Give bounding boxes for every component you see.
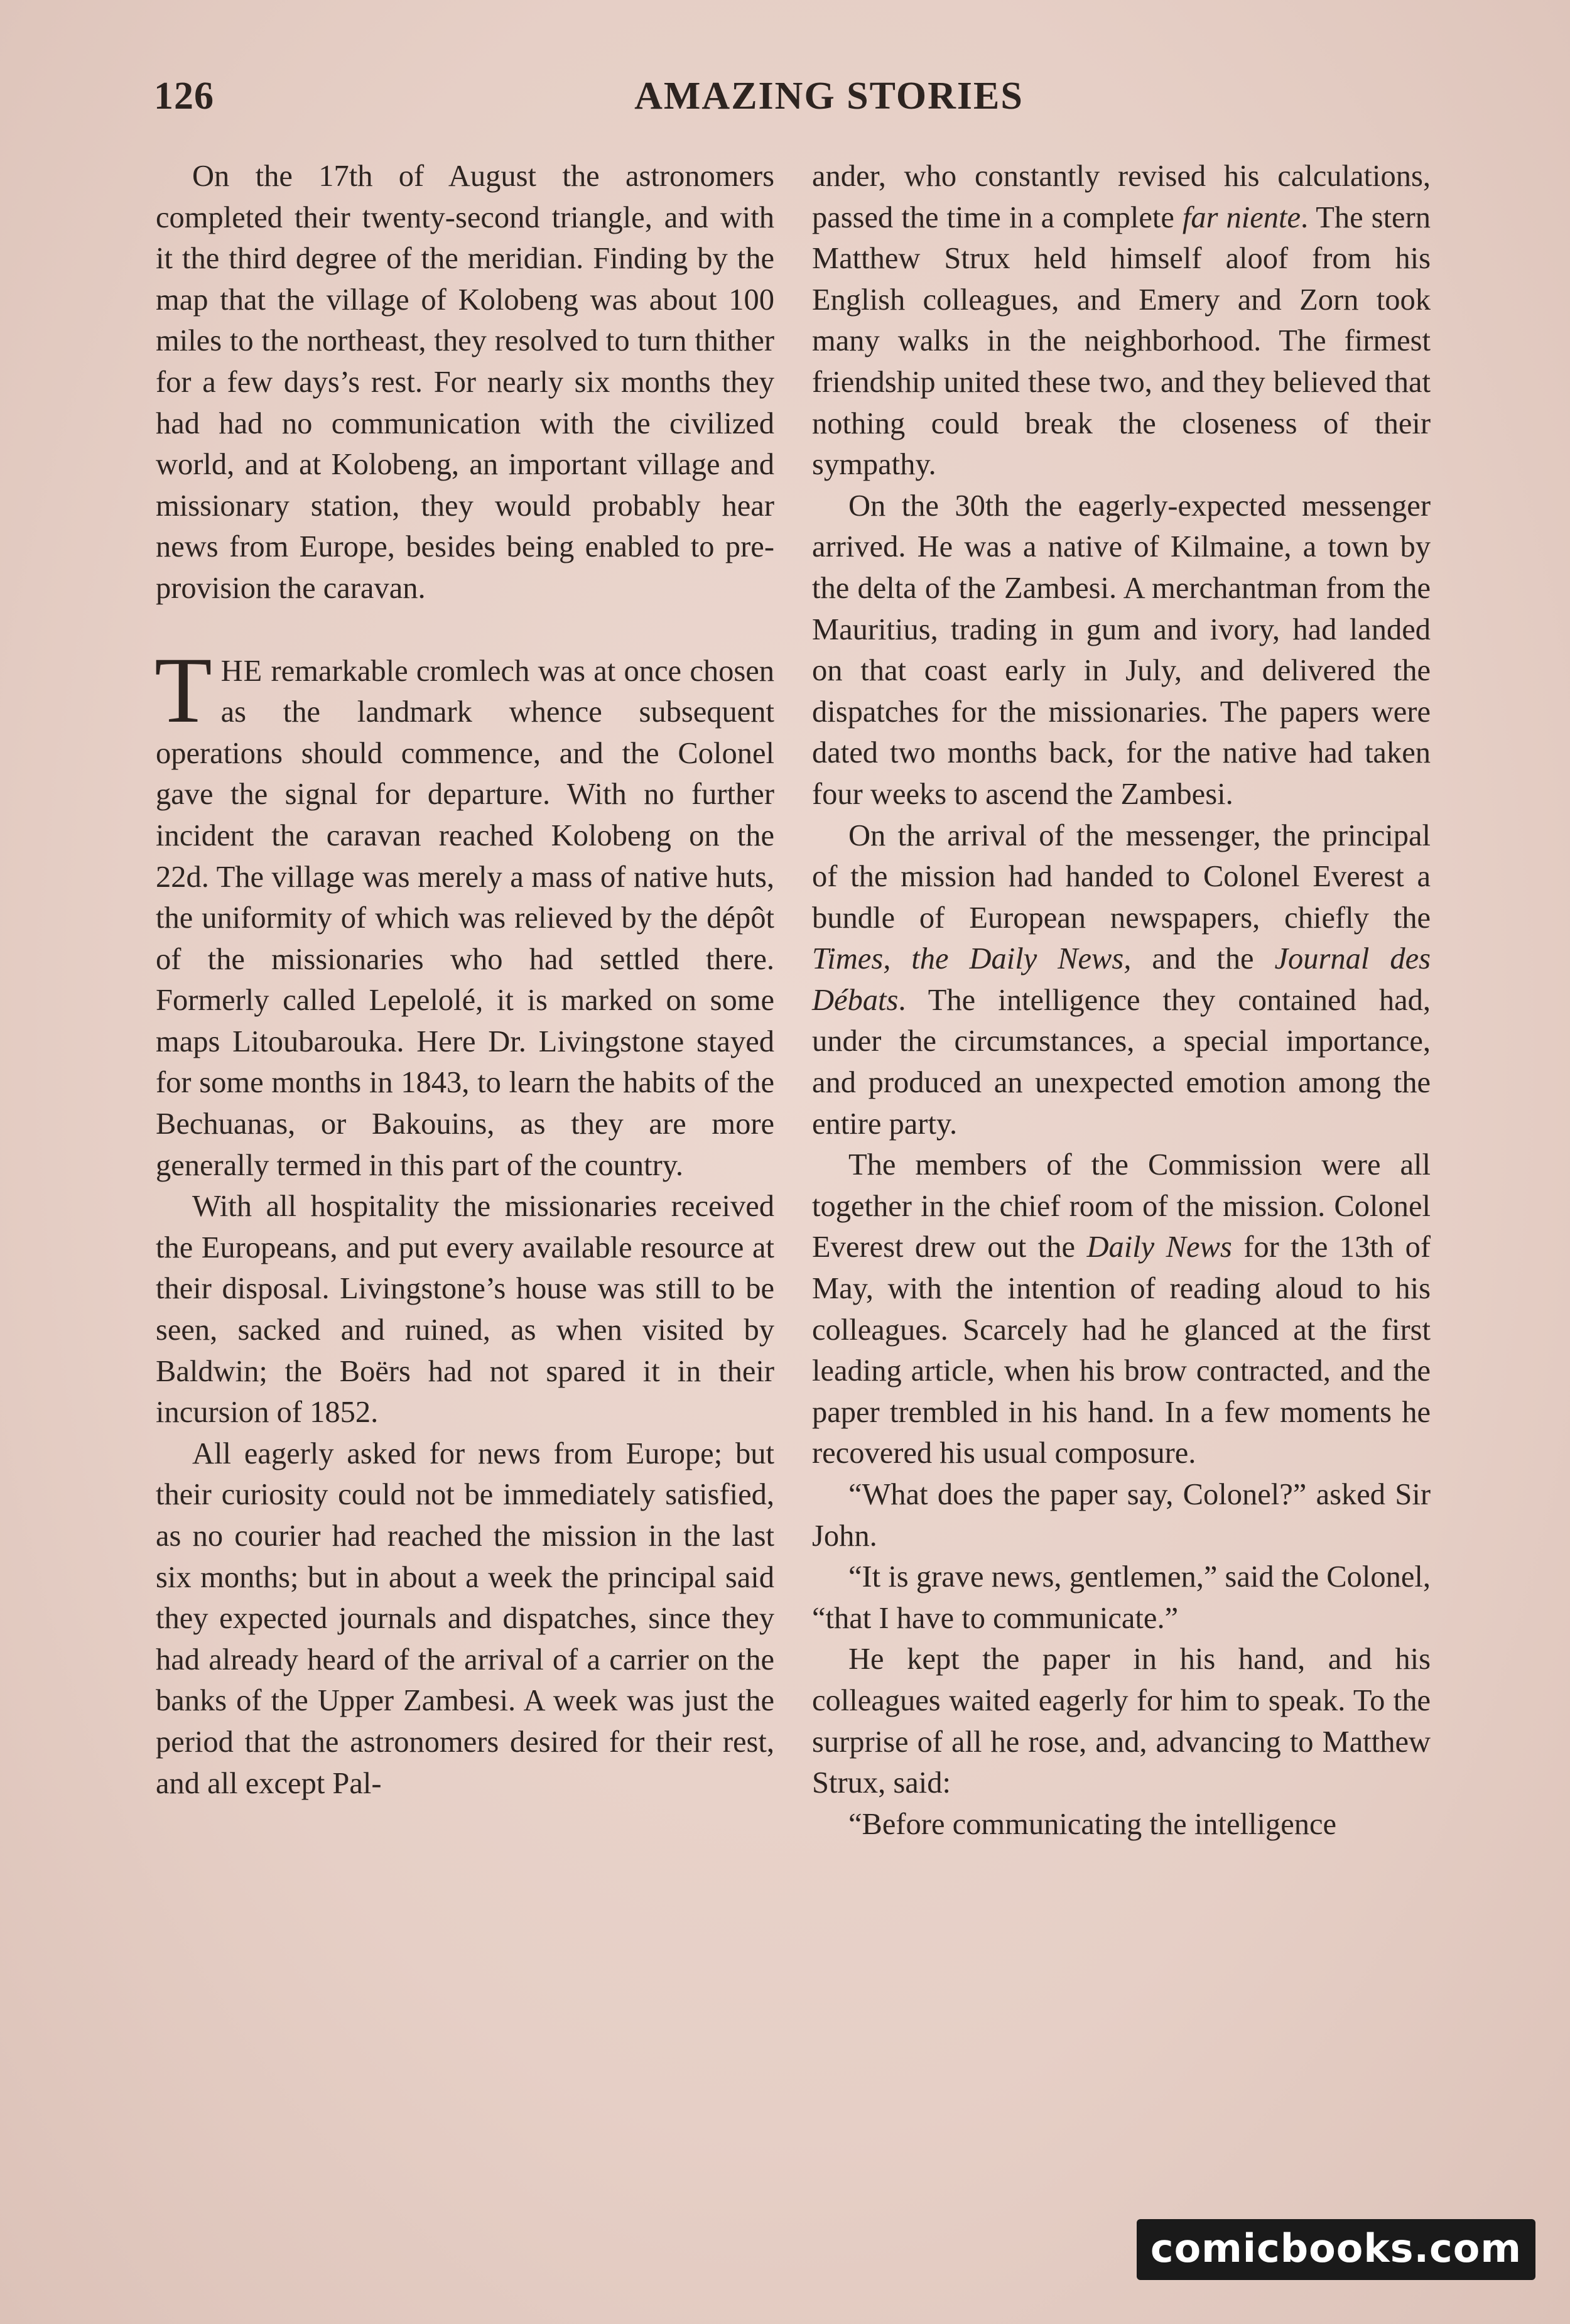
- dialogue-paragraph: “What does the paper say, Colonel?” asked Sir John.: [812, 1478, 1431, 1553]
- paragraph-text: for the 13th of May, with the intention of reading aloud to his colleagues. Scarcely had he glanced at the first leading article, when his brow contracted, and the paper trembled in his hand. In a few moments he recovered his usual composure.: [812, 1230, 1431, 1470]
- paragraph-text: On the arrival of the messenger, the principal of the mission had handed to Colonel Everest a bundle of European newspapers, chiefly the: [812, 818, 1431, 935]
- page-number: 126: [154, 75, 214, 117]
- paragraph: On the 17th of August the astronomers completed their twenty-second triangle, and with it the third degree of the meridian. Finding by the map that the village of Kolobeng was about 100 miles to the northeast, they resolved to turn thither for a few days’s rest. For nearly six months they had had no communication with the civilized world, and at Kolobeng, an important village and missionary station, they would probably hear news from Europe, besides being enabled to pre-provision the caravan.: [156, 160, 774, 605]
- right-column: [812, 156, 1431, 1845]
- paragraph: With all hospitality the missionaries received the Europeans, and put every available resource at their disposal. Livingstone’s house was still to be seen, sacked and ruined, as when visited by Baldwin; the Boërs had not spared it in their incursion of 1852.: [156, 1190, 774, 1430]
- newspaper-title: Journal des Débats: [812, 942, 1431, 1017]
- paragraph-continued: [812, 156, 1431, 486]
- paragraph: [812, 1144, 1431, 1474]
- paragraph-text: . The stern Matthew Strux held himself aloof from his English colleagues, and Emery and Zorn took many walks in the neighborhood. The firmest friendship united these two, and they believed that nothing could break the closeness of their sympathy.: [812, 200, 1431, 482]
- left-column: [156, 156, 774, 1804]
- running-title: AMAZING STORIES: [634, 75, 1024, 117]
- dialogue-paragraph: “Before communicating the intelligence: [848, 1807, 1337, 1841]
- paragraph: All eagerly asked for news from Europe; but their curiosity could not be immediately satisfied, as no courier had reached the mission in the last six months; but in about a week the principal said they expected journals and dispatches, since they had already heard of the arrival of a carrier on the banks of the Upper Zambesi. A week was just the period that the astronomers desired for their rest, and all except Pal-: [156, 1436, 774, 1800]
- drop-cap: T: [154, 638, 212, 742]
- paragraph-text: . The intelligence they contained had, under the circumstances, a special importance, and produced an unexpected emotion among the entire party.: [812, 983, 1431, 1141]
- paragraph: He kept the paper in his hand, and his colleagues waited eagerly for him to speak. To the surprise of all he rose, and, advancing to Matthew Strux, said:: [812, 1643, 1431, 1800]
- paragraph: [812, 815, 1431, 1145]
- site-watermark: comicbooks.com: [1137, 2219, 1535, 2280]
- newspaper-title: Daily News: [1086, 1230, 1232, 1264]
- paragraph: On the 30th the eagerly-expected messenger arrived. He was a native of Kilmaine, a town by the delta of the Zambesi. A merchantman from the Mauritius, trading in gum and ivory, had landed on that coast early in July, and delivered the dispatches for the missionaries. The papers were dated two months back, for the native had taken four weeks to ascend the Zambesi.: [812, 489, 1431, 811]
- italic-phrase: far niente: [1182, 200, 1301, 234]
- page-header: [154, 74, 1435, 124]
- small-caps-lead: HE: [220, 654, 263, 688]
- section-start-paragraph: [154, 638, 774, 1186]
- paragraph-text: remarkable cromlech was at once chosen as the landmark whence subsequent operations should commence, and the Colonel gave the signal for departure. With no further incident the caravan reached Kolobeng on the 22d. The village was merely a mass of native huts, the uniformity of which was relieved by the dépôt of the missionaries who had settled there. Formerly called Lepelolé, it is marked on some maps Litoubarouka. Here Dr. Livingstone stayed for some months in 1843, to learn the habits of the Bechuanas, or Bakouins, as they are more generally termed in this part of the country.: [156, 654, 774, 1182]
- newspaper-title: Times, the Daily News,: [812, 942, 1132, 976]
- paragraph-text: ander, who constantly revised his calculations, passed the time in a complete: [812, 160, 1431, 234]
- paragraph-text: and the: [1131, 942, 1275, 976]
- dialogue-paragraph: “It is grave news, gentlemen,” said the Colonel, “that I have to communicate.”: [812, 1560, 1431, 1635]
- paragraph-text: The members of the Commission were all together in the chief room of the mission. Colonel Everest drew out the: [812, 1148, 1431, 1264]
